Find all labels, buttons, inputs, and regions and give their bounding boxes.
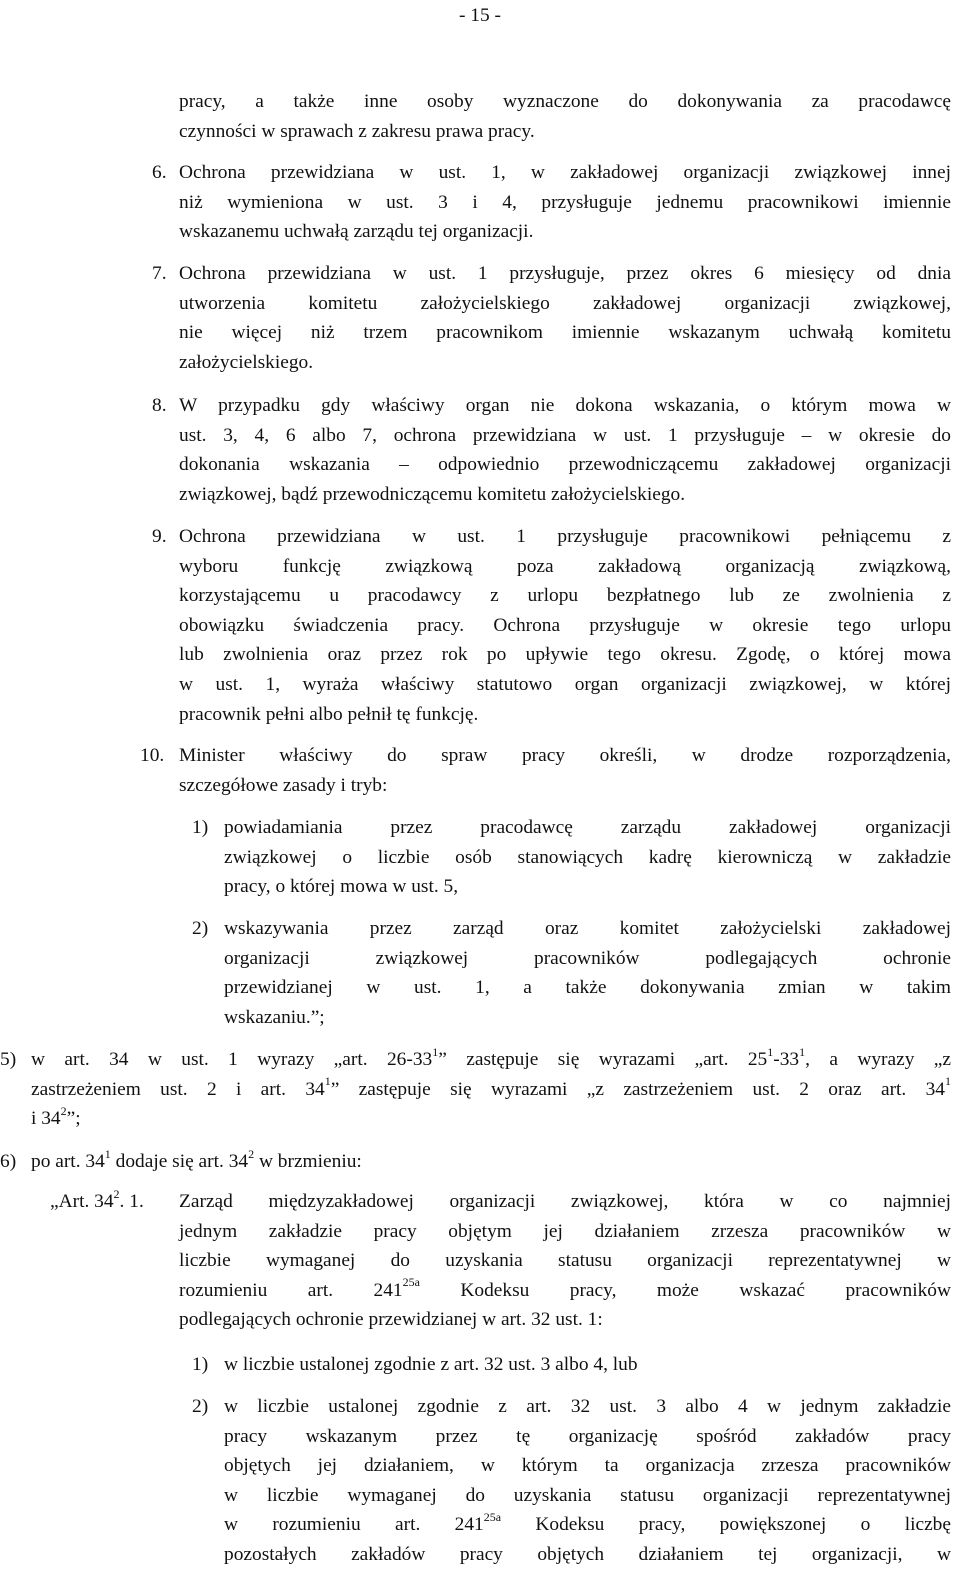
text-line: pracy wskazanym przez tę organizację spośród zakładów pracy: [224, 1425, 951, 1447]
article-subitem-number-1: 1): [192, 1354, 209, 1375]
text-line: korzystającemu u pracodawcy z urlopu bezpłatnego lub ze zwolnienia z: [179, 585, 951, 607]
paragraph-8: [179, 391, 951, 509]
subitem-number-2: 2): [192, 918, 209, 939]
text-line: pracy, a także inne osoby wyznaczone do dokonywania za pracodawcę: [179, 91, 951, 112]
text-line: pracy, o której mowa w ust. 5,: [224, 876, 459, 898]
text-line: niż wymieniona w ust. 3 i 4, przysługuje jednemu pracownikowi imiennie: [179, 191, 951, 213]
text-line: w rozumieniu art. $241^{25a}$ Kodeksu pracy, powiększonej o liczbę: [224, 1509, 951, 1536]
text-line: Zarząd międzyzakładowej organizacji związkowej, która w co najmniej: [179, 1191, 951, 1212]
subitem-number-1: 1): [192, 817, 209, 838]
text-line: w ust. 1, wyraża właściwy statutowo organ organizacji związkowej, w której: [179, 673, 951, 695]
text-line: jednym zakładzie pracy objętym jej działaniem zrzesza pracowników w: [179, 1220, 951, 1242]
point-number-6: 6): [0, 1151, 17, 1172]
text-line: obowiązku świadczenia pracy. Ochrona przysługuje w okresie tego urlopu: [179, 614, 951, 636]
item-number-6: 6.: [152, 162, 167, 183]
text-line: objętych jej działaniem, w którym ta organizacja zrzesza pracowników: [224, 1455, 951, 1477]
text-line: podlegających ochronie przewidzianej w art. 32 ust. 1:: [179, 1309, 603, 1331]
article-heading: „Art. $34^2$. 1.: [50, 1186, 144, 1212]
text-line: czynności w sprawach z zakresu prawa pracy.: [179, 120, 535, 142]
text-line: Ochrona przewidziana w ust. 1 przysługuje pracownikowi pełniącemu z: [179, 526, 951, 547]
text-line: Ochrona przewidziana w ust. 1 przysługuje, przez okres 6 miesięcy od dnia: [179, 263, 951, 284]
paragraph-7: [179, 259, 951, 377]
text-line: szczegółowe zasady i tryb:: [179, 774, 388, 796]
item-number-9: 9.: [152, 526, 167, 547]
text-line: rozumieniu art. $241^{25a}$ Kodeksu pracy, może wskazać pracowników: [179, 1275, 951, 1301]
text-line: nie więcej niż trzem pracownikom imiennie wskazanym uchwałą komitetu: [179, 322, 951, 344]
text-line: dokonania wskazania – odpowiednio przewodniczącemu zakładowej organizacji: [179, 454, 951, 476]
text-line: powiadamiania przez pracodawcę zarządu zakładowej organizacji: [224, 817, 951, 838]
item-number-8: 8.: [152, 395, 167, 416]
text-line: ust. 3, 4, 6 albo 7, ochrona przewidziana w ust. 1 przysługuje – w okresie do: [179, 424, 951, 446]
text-line: w liczbie ustalonej zgodnie z art. 32 ust. 3 albo 4 w jednym zakładzie: [224, 1396, 951, 1417]
paragraph-10: [179, 741, 951, 800]
point-5: [31, 1045, 951, 1134]
text-line: utworzenia komitetu założycielskiego zakładowej organizacji związkowej,: [179, 292, 951, 314]
text-line: związkowej o liczbie osób stanowiących kadrę kierowniczą w zakładzie: [224, 846, 951, 868]
text-line: w liczbie wymaganej do uzyskania statusu organizacji reprezentatywnej: [224, 1484, 951, 1506]
text-line: wskazaniu.”;: [224, 1006, 325, 1028]
text-line: Minister właściwy do spraw pracy określi, w drodze rozporządzenia,: [179, 745, 951, 766]
text-line: pozostałych zakładów pracy objętych działaniem tej organizacji, w: [224, 1543, 951, 1565]
article-subitem-number-2: 2): [192, 1396, 209, 1417]
text-line: W przypadku gdy właściwy organ nie dokona wskazania, o którym mowa w: [179, 395, 951, 416]
page-number: - 15 -: [458, 5, 501, 26]
text-line: Ochrona przewidziana w ust. 1, w zakładowej organizacji związkowej innej: [179, 162, 951, 183]
item-number-7: 7.: [152, 263, 167, 284]
item-number-10: 10.: [140, 745, 165, 766]
text-line: w art. 34 w ust. 1 wyrazy „art. $26-33^1$” zastępuje się wyrazami „art. $25^1-33^1$, a wyrazy „z: [31, 1044, 952, 1070]
text-line: przewidzianej w ust. 1, a także dokonywania zmian w takim: [224, 977, 951, 999]
text-line: związkowej, bądź przewodniczącemu komitetu założycielskiego.: [179, 483, 686, 505]
paragraph-9: [179, 522, 951, 729]
text-line: lub zwolnienia oraz przez rok po upływie tego okresu. Zgodę, o której mowa: [179, 644, 951, 666]
text-line: wskazywania przez zarząd oraz komitet założycielski zakładowej: [224, 918, 951, 939]
text-line: liczbie wymaganej do uzyskania statusu organizacji reprezentatywnej w: [179, 1250, 951, 1272]
paragraph-continuation: [179, 87, 951, 146]
text-line: i $34^2$”;: [31, 1103, 81, 1130]
text-line: założycielskiego.: [179, 351, 314, 373]
point-6: po art. $34^1$ dodaje się art. $34^2$ w brzmieniu:: [31, 1146, 362, 1172]
subitem-2: [224, 914, 951, 1032]
subitem-1: [224, 813, 951, 902]
article-subitem-1: [224, 1350, 951, 1380]
text-line: wyboru funkcję związkową poza zakładową organizacją związkową,: [179, 555, 951, 577]
paragraph-6: [179, 158, 951, 247]
article-subitem-2: [224, 1392, 951, 1570]
text-line: w liczbie ustalonej zgodnie z art. 32 ust. 3 albo 4, lub: [224, 1354, 638, 1375]
text-line: pracownik pełni albo pełnił tę funkcję.: [179, 703, 479, 725]
text-line: wskazanemu uchwałą zarządu tej organizacji.: [179, 221, 534, 243]
text-line: organizacji związkowej pracowników podlegających ochronie: [224, 947, 951, 969]
article-paragraph-1: [179, 1187, 951, 1335]
point-number-5: 5): [0, 1049, 17, 1070]
text-line: zastrzeżeniem ust. 2 i art. $34^1$” zastępuje się wyrazami „z zastrzeżeniem ust. 2 oraz art. $34^1$: [31, 1074, 951, 1100]
